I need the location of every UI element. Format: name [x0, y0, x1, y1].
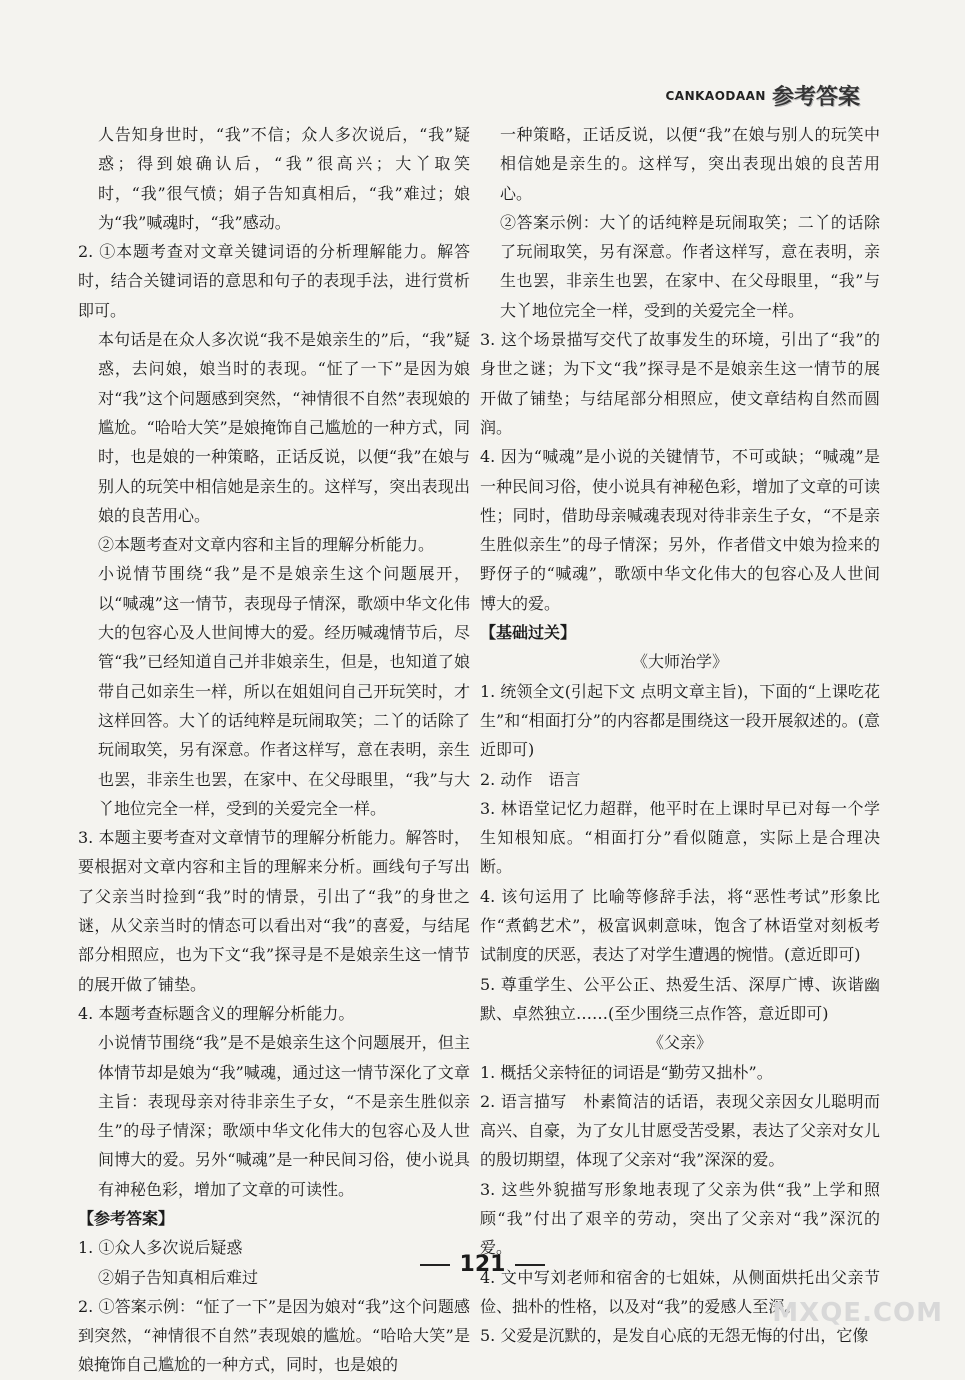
left-column-paragraph: 【参考答案】	[78, 1208, 175, 1228]
watermark: MXQE.COM	[772, 1298, 943, 1328]
left-column-paragraph: 2. ①答案示例：“怔了一下”是因为娘对“我”这个问题感到突然，“神情很不自然”表现娘的尴尬。“哈哈大笑”是娘掩饰自己尴尬的一种方式，同时，也是娘的	[78, 1296, 470, 1375]
right-column-paragraph: 1. 概括父亲特征的词语是“勤劳又拙朴”。	[480, 1062, 773, 1082]
right-column-paragraph: 5. 父爱是沉默的，是发自心底的无怨无悔的付出，它像	[480, 1326, 869, 1346]
left-column-paragraph: 4. 本题考查标题含义的理解分析能力。	[78, 1003, 355, 1023]
right-column-paragraph: 2. 语言描写 朴素简洁的话语，表现父亲因女儿聪明而高兴、自豪，为了女儿甘愿受苦受累，表达了父亲对女儿的殷切期望，体现了父亲对“我”深深的爱。	[480, 1091, 881, 1170]
right-column-paragraph: 《父亲》	[647, 1033, 712, 1053]
left-column-paragraph: ②娟子告知真相后难过	[98, 1267, 259, 1287]
right-column-paragraph: 【基础过关】	[480, 623, 577, 643]
left-column-paragraph: 小说情节围绕“我”是不是娘亲生这个问题展开，但主体情节却是娘为“我”喊魂，通过这一情节深化了文章主旨：表现母亲对待非亲生子女，“不是亲生胜似亲生”的母子情深；歌颂中华文化伟大的包容心及人世间博大的爱。另外“喊魂”是一种民间习俗，使小说具有神秘色彩，增加了文章的可读性。	[98, 1033, 470, 1199]
right-column-paragraph: 3. 这些外貌描写形象地表现了父亲为供“我”上学和照顾“我”付出了艰辛的劳动，突出了父亲对“我”深沉的爱。	[480, 1179, 880, 1258]
right-column-paragraph: 1. 统领全文(引起下文 点明文章主旨)，下面的“上课吃花生”和“相面打分”的内容都是围绕这一段开展叙述的。(意近即可)	[480, 681, 880, 760]
left-column	[78, 120, 470, 1380]
right-column	[480, 120, 880, 1350]
header-latin: CANKAODAAN	[665, 88, 766, 103]
page-number-text: 121	[459, 1252, 506, 1277]
right-column-paragraph: ②答案示例：大丫的话纯粹是玩闹取笑；二丫的话除了玩闹取笑，另有深意。作者这样写，意在表明，亲生也罢，非亲生也罢，在家中、在父母眼里，“我”与大丫地位完全一样，受到的关爱完全一样。	[500, 212, 880, 320]
left-column-paragraph: 3. 本题主要考查对文章情节的理解分析能力。解答时，要根据对文章内容和主旨的理解来分析。画线句子写出了父亲当时捡到“我”时的情景，引出了“我”的身世之谜，从父亲当时的情态可以看出对“我”的喜爱，与结尾部分相照应，也为下文“我”探寻是不是娘亲生这一情节的展开做了铺垫。	[78, 828, 470, 994]
right-column-paragraph: 4. 文中写刘老师和宿舍的七姐妹，从侧面烘托出父亲节俭、拙朴的性格，以及对“我”的爱感人至深。	[480, 1267, 880, 1316]
right-column-paragraph: 2. 动作 语言	[480, 769, 581, 789]
right-column-paragraph: 《大师治学》	[631, 652, 728, 672]
header-title: 参考答案	[771, 85, 860, 110]
dash-right	[515, 1264, 545, 1266]
left-column-paragraph: ②本题考查对文章内容和主旨的理解分析能力。	[98, 535, 435, 555]
right-column-paragraph: 3. 这个场景描写交代了故事发生的环境，引出了“我”的身世之谜；为下文“我”探寻是不是娘亲生这一情节的展开做了铺垫；与结尾部分相照应，使文章结构自然而圆润。	[480, 330, 880, 437]
left-column-paragraph: 2. ①本题考查对文章关键词语的分析理解能力。解答时，结合关键词语的意思和句子的表现手法，进行赏析即可。	[78, 242, 470, 320]
header-badge	[665, 80, 860, 111]
left-column-paragraph: 1. ①众人多次说后疑惑	[78, 1238, 243, 1258]
right-column-paragraph: 一种策略，正话反说，以便“我”在娘与别人的玩笑中相信她是亲生的。这样写，突出表现出娘的良苦用心。	[500, 125, 880, 203]
left-column-paragraph: 本句话是在众人多次说“我不是娘亲生的”后，“我”疑惑，去问娘，娘当时的表现。“怔了一下”是因为娘对“我”这个问题感到突然，“神情很不自然”表现娘的尴尬。“哈哈大笑”是娘掩饰自己尴尬的一种方式，同时，也是娘的一种策略，正话反说，以便“我”在娘与别人的玩笑中相信她是亲生的。这样写，突出表现出娘的良苦用心。	[98, 330, 470, 525]
left-column-paragraph: 人告知身世时，“我”不信；众人多次说后，“我”疑惑；得到娘确认后，“我”很高兴；大丫取笑时，“我”很气愤；娟子告知真相后，“我”难过；娘为“我”喊魂时，“我”感动。	[98, 125, 470, 232]
right-column-paragraph: 4. 因为“喊魂”是小说的关键情节，不可或缺；“喊魂”是一种民间习俗，使小说具有神秘色彩，增加了文章的可读性；同时，借助母亲喊魂表现对待非亲生子女，“不是亲生胜似亲生”的母子情深；另外，作者借文中娘为捡来的野伢子的“喊魂”，歌颂中华文化伟大的包容心及人世间博大的爱。	[480, 447, 881, 613]
left-column-paragraph: 小说情节围绕“我”是不是娘亲生这个问题展开，以“喊魂”这一情节，表现母子情深，歌颂中华文化伟大的包容心及人世间博大的爱。经历喊魂情节后，尽管“我”已经知道自己并非娘亲生，但是，也知道了娘带自己如亲生一样，所以在姐姐问自己开玩笑时，才这样回答。大丫的话纯粹是玩闹取笑；二丫的话除了玩闹取笑，另有深意。作者这样写，意在表明，亲生也罢，非亲生也罢，在家中、在父母眼里，“我”与大丫地位完全一样，受到的关爱完全一样。	[98, 564, 470, 818]
right-column-paragraph: 3. 林语堂记忆力超群，他平时在上课时早已对每一个学生知根知底。“相面打分”看似随意，实际上是合理决断。	[480, 798, 880, 877]
dash-left	[420, 1264, 450, 1266]
right-column-paragraph: 5. 尊重学生、公平公正、热爱生活、深厚广博、诙谐幽默、卓然独立……(至少围绕三点作答，意近即可)	[480, 974, 880, 1023]
page-number	[0, 1252, 965, 1277]
right-column-paragraph: 4. 该句运用了 比喻等修辞手法，将“恶性考试”形象比作“煮鹤艺术”，极富讽刺意味，饱含了林语堂对刻板考试制度的厌恶，表达了对学生遭遇的惋惜。(意近即可)	[480, 886, 880, 965]
